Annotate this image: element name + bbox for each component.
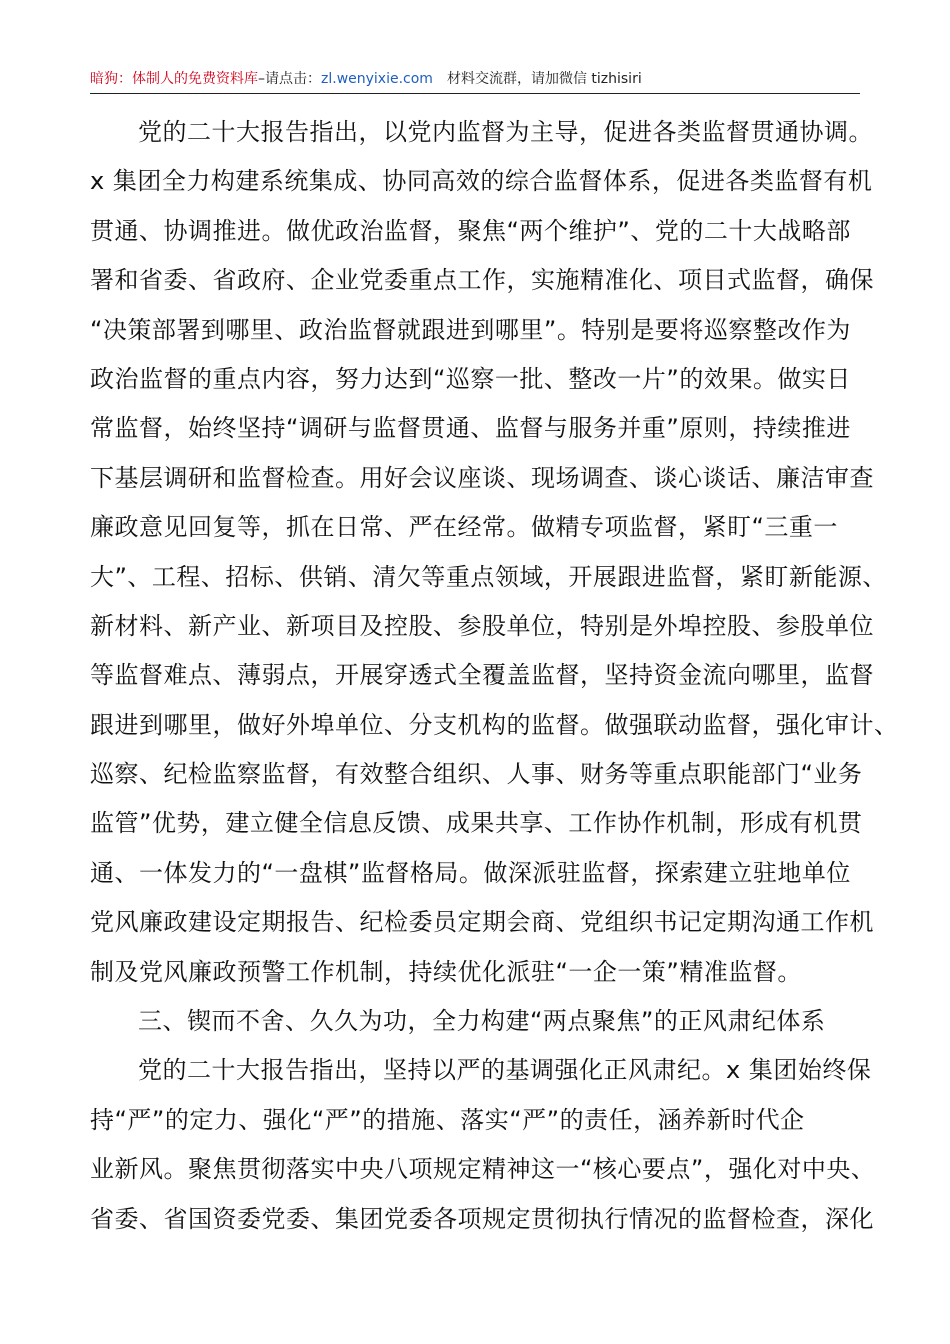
wechat-note: 材料交流群，请加微信 tizhisiri bbox=[446, 71, 642, 87]
paragraph-line: 制及党风廉政预警工作机制，持续优化派驻“一企一策”精准监督。 bbox=[90, 957, 802, 986]
site-name: 暗狗：体制人的免费资料库 bbox=[90, 71, 258, 87]
page-header bbox=[90, 68, 860, 90]
paragraph-line: 业新风。聚焦贯彻落实中央八项规定精神这一“核心要点”，强化对中央、 bbox=[90, 1155, 876, 1184]
document-body bbox=[90, 108, 899, 1244]
paragraph-line: x 集团全力构建系统集成、协同高效的综合监督体系，促进各类监督有机 bbox=[90, 167, 873, 196]
paragraph-line: 大”、工程、招标、供销、清欠等重点领域，开展跟进监督，紧盯新能源、 bbox=[90, 562, 887, 591]
paragraph-line: 新材料、新产业、新项目及控股、参股单位，特别是外埠控股、参股单位 bbox=[90, 611, 874, 640]
paragraph-line: 党的二十大报告指出，坚持以严的基调强化正风肃纪。x 集团始终保 bbox=[138, 1056, 872, 1085]
paragraph-line: 下基层调研和监督检查。用好会议座谈、现场调查、谈心谈话、廉洁审查 bbox=[90, 463, 874, 492]
paragraph-line: 持“严”的定力、强化“严”的措施、落实“严”的责任，涵养新时代企 bbox=[90, 1105, 805, 1134]
paragraph-line: 通、一体发力的“一盘棋”监督格局。做深派驻监督，探索建立驻地单位 bbox=[90, 858, 851, 887]
section-heading: 三、锲而不舍、久久为功，全力构建“两点聚焦”的正风肃纪体系 bbox=[138, 1007, 826, 1036]
paragraph-line: “决策部署到哪里、政治监督就跟进到哪里”。特别是要将巡察整改作为 bbox=[90, 315, 851, 344]
paragraph-line: 廉政意见回复等，抓在日常、严在经常。做精专项监督，紧盯“三重一 bbox=[90, 513, 838, 542]
paragraph-line: 贯通、协调推进。做优政治监督，聚焦“两个维护”、党的二十大战略部 bbox=[90, 216, 851, 245]
paragraph-line: 巡察、纪检监察监督，有效整合组织、人事、财务等重点职能部门“业务 bbox=[90, 760, 863, 789]
header-divider bbox=[90, 93, 860, 94]
paragraph-line: 政治监督的重点内容，努力达到“巡察一批、整改一片”的效果。做实日 bbox=[90, 364, 851, 393]
site-url-link[interactable]: zl.wenyixie.com bbox=[321, 71, 433, 87]
paragraph-line: 党的二十大报告指出，以党内监督为主导，促进各类监督贯通协调。 bbox=[138, 118, 873, 146]
paragraph-line: 省委、省国资委党委、集团党委各项规定贯彻执行情况的监督检查，深化 bbox=[90, 1204, 874, 1233]
paragraph-line: 等监督难点、薄弱点，开展穿透式全覆盖监督，坚持资金流向哪里，监督 bbox=[90, 661, 874, 690]
paragraph-line: 党风廉政建设定期报告、纪检委员定期会商、党组织书记定期沟通工作机 bbox=[90, 908, 874, 937]
click-prompt: –请点击： bbox=[258, 71, 321, 87]
paragraph-line: 监管”优势，建立健全信息反馈、成果共享、工作协作机制，形成有机贯 bbox=[90, 809, 863, 838]
paragraph-line: 常监督，始终坚持“调研与监督贯通、监督与服务并重”原则，持续推进 bbox=[90, 414, 851, 443]
paragraph-line: 跟进到哪里，做好外埠单位、分支机构的监督。做强联动监督，强化审计、 bbox=[90, 710, 899, 739]
paragraph-line: 署和省委、省政府、企业党委重点工作，实施精准化、项目式监督，确保 bbox=[90, 266, 874, 295]
